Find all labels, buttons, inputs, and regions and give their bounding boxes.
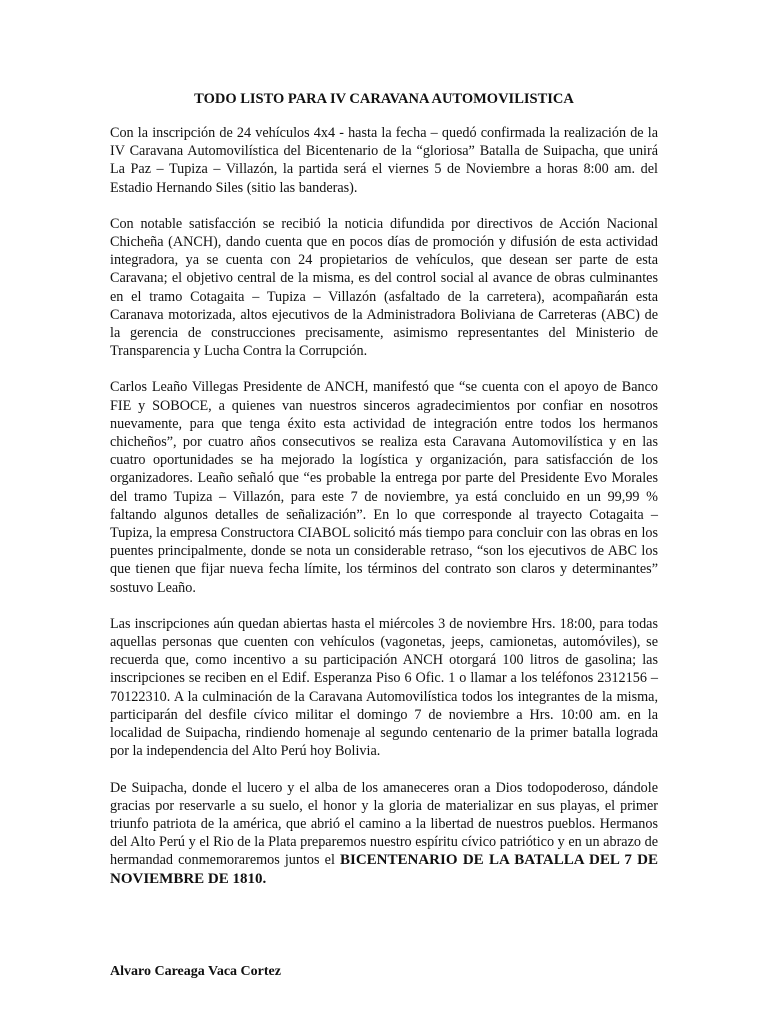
paragraph-4: Las inscripciones aún quedan abiertas hasta el miércoles 3 de noviembre Hrs. 18:00, para todas aquellas personas que cuenten con vehículos (vagonetas, jeeps, camionetas, automóviles), se recuerda que, como incentivo a su participación ANCH otorgará 100 litros de gasolina; las inscripciones se reciben en el Edif. Esperanza Piso 6 Ofic. 1 o llamar a los teléfonos 2312156 – 70122310. A la culminación de la Caravana Automovilística todos los integrantes de la misma, participarán del desfile cívico militar el domingo 7 de noviembre a Hrs. 10:00 am. en la localidad de Suipacha, rindiendo homenaje al segundo centenario de la primer batalla lograda por la independencia del Alto Perú hoy Bolivia.	[110, 615, 658, 760]
closing-text: De Suipacha, donde el lucero y el alba de los amaneceres oran a Dios todopoderoso, dándole gracias por reservarle a su suelo, el honor y la gloria de materializar en sus playas, el primer triunfo patriota de la américa, que abrió el camino a la libertad de nuestros pueblos. Hermanos del Alto Perú y el Rio de la Plata preparemos nuestro espíritu cívico patriótico y en un abrazo de hermandad conmemoraremos juntos el	[110, 779, 658, 869]
author-signature: Alvaro Careaga Vaca Cortez	[110, 964, 281, 979]
paragraph-1: Con la inscripción de 24 vehículos 4x4 - hasta la fecha – quedó confirmada la realización de la IV Caravana Automovilística del Bicentenario de la “gloriosa” Batalla de Suipacha, que unirá La Paz – Tupiza – Villazón, la partida será el viernes 5 de Noviembre a horas 8:00 am. del Estadio Hernando Siles (sitio las banderas).	[110, 125, 658, 196]
document-title: TODO LISTO PARA IV CARAVANA AUTOMOVILISTICA	[194, 91, 574, 107]
document-body	[110, 90, 658, 906]
paragraph-3: Carlos Leaño Villegas Presidente de ANCH, manifestó que “se cuenta con el apoyo de Banco FIE y SOBOCE, a quienes van nuestros sinceros agradecimientos por confiar en nosotros nuevamente, para que tenga éxito esta actividad de integración entre todos los hermanos chicheños”, por cuatro años consecutivos se realiza esta Caravana Automovilística y en las cuatro oportunidades se ha mejorado la logística y organización, para satisfacción de los organizadores. Leaño señaló que “es probable la entrega por parte del Presidente Evo Morales del tramo Tupiza – Villazón, para este 7 de noviembre, ya está concluido en un 99,99 % faltando algunos detalles de señalización”. En lo que corresponde al trayecto Cotagaita – Tupiza, la empresa Constructora CIABOL solicitó más tiempo para concluir con las obras en los puentes principalmente, donde se nota un considerable retraso, “son los ejecutivos de ABC los que tienen que fijar nueva fecha límite, los términos del contrato son claros y determinantes” sostuvo Leaño.	[110, 379, 658, 596]
closing-paragraph	[110, 779, 658, 888]
closing-bold-text: BICENTENARIO DE LA BATALLA DEL 7 DE NOVIEMBRE DE 1810.	[110, 852, 659, 887]
paragraph-2: Con notable satisfacción se recibió la noticia difundida por directivos de Acción Nacional Chicheña (ANCH), dando cuenta que en pocos días de promoción y difusión de esta actividad integradora, ya se cuenta con 24 propietarios de vehículos, que desean ser parte de esta Caravana; el objetivo central de la misma, es del control social al avance de obras culminantes en el tramo Cotagaita – Tupiza – Villazón (asfaltado de la carretera), acompañarán esta Caranava motorizada, altos ejecutivos de la Administradora Boliviana de Carreteras (ABC) de la gerencia de construcciones precisamente, asimismo representantes del Ministerio de Transparencia y Lucha Contra la Corrupción.	[110, 215, 658, 360]
